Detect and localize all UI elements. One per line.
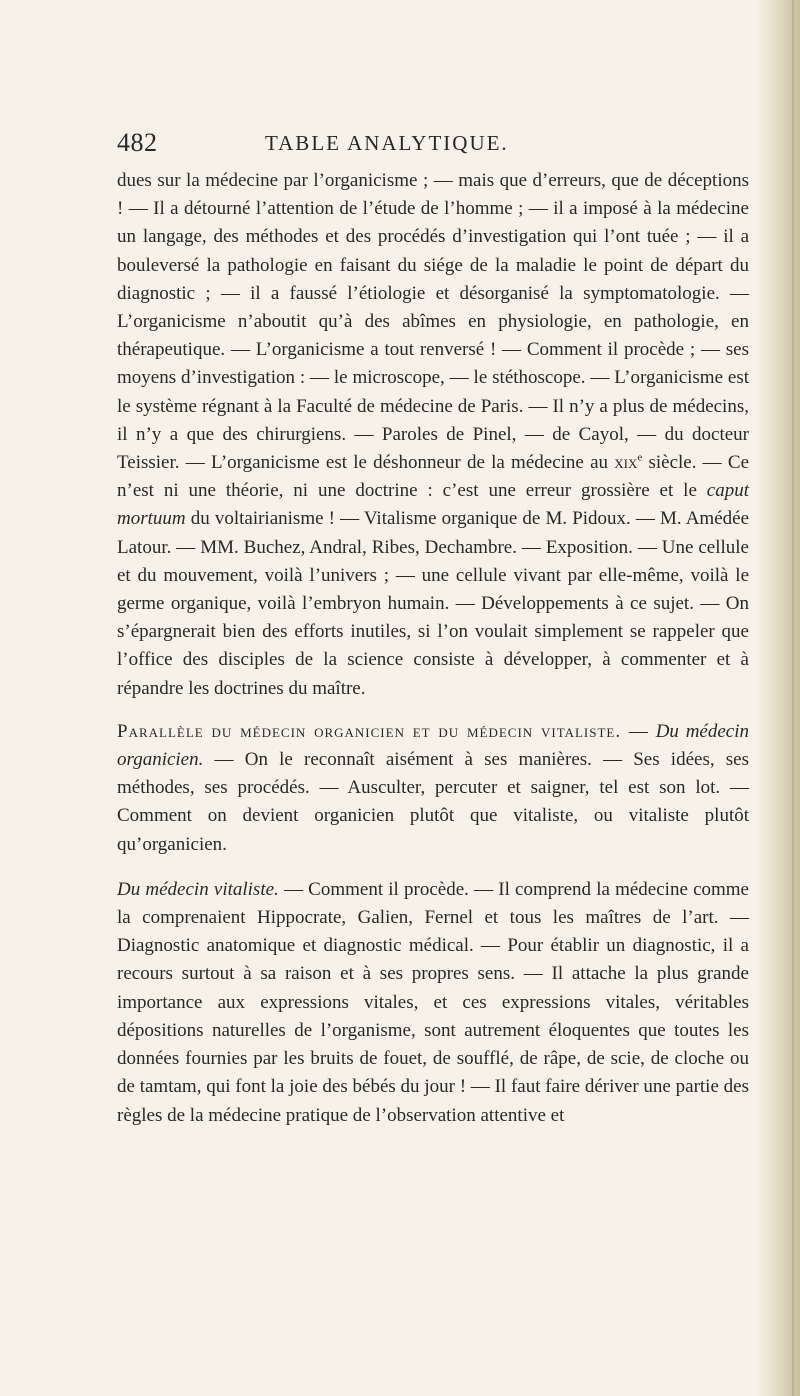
page-header (117, 128, 747, 162)
paragraph-parallele (117, 718, 749, 859)
paragraph-organicisme (117, 167, 749, 703)
paragraph-text: dues sur la médecine par l’organicisme ; — mais que d’erreurs, que de déceptions ! — Il a détourné l’attention de l’étude de l’homme ; — il a imposé à la médecine un langage, des méthodes et des procédés d’investigation qui l’ont tuée ; — il a bouleversé la pathologie en faisant du siége de la maladie le point de départ du diagnostic ; — il a faussé l’étiologie et désorganisé la symptomatologie. — L’organicisme n’aboutit qu’à des abîmes en physiologie, en pathologie, en thérapeutique. — L’organicisme a tout renversé ! — Comment il procède ; — ses moyens d’investigation : — le microscope, — le stéthoscope. — L’organicisme est le système régnant à la Faculté de médecine de Paris. — Il n’y a plus de médecins, il n’y a que des chirurgiens. — Paroles de Pinel, — de Cayol, — du docteur Teissier. — L’organicisme est le déshonneur de la médecine au (117, 170, 749, 474)
century-superscript: e (637, 451, 643, 464)
page-edge-shadow (756, 0, 800, 1396)
section-heading: Parallèle du médecin organicien et du médecin vitaliste. — (117, 720, 649, 742)
latin-phrase: caput mortuum (117, 480, 749, 530)
paragraph-text: — On le reconnaît aisément à ses manières. — Ses idées, ses méthodes, ses procédés. — Ausculter, percuter et saigner, tel est son lot. — Comment on devient organicien plutôt que vitaliste, ou vitaliste plutôt qu’organicien. (117, 749, 749, 855)
section-subheading: Du médecin organicien. (117, 720, 750, 771)
paragraph-vitaliste (117, 876, 749, 1130)
paragraph-text: siècle. — Ce n’est ni une théorie, ni une doctrine : c’est une erreur grossière et le (117, 452, 750, 502)
section-subheading: Du médecin vitaliste. (117, 878, 279, 900)
running-title: TABLE ANALYTIQUE. (265, 131, 509, 155)
paragraph-text: — Comment il procède. — Il comprend la médecine comme la comprenaient Hippocrate, Galien, Fernel et tous les maîtres de l’art. — Diagnostic anatomique et diagnostic médical. — Pour établir un diagnostic, il a recours surtout à sa raison et à ses propres sens. — Il attache la plus grande importance aux expressions vitales, et ces expressions vitales, véritables dépositions naturelles de l’organisme, sont autrement éloquentes que toutes les données fournies par les bruits de fouet, de soufflé, de râpe, de scie, de cloche ou de tamtam, qui font la joie des bébés du jour ! — Il faut faire dériver une partie des règles de la médecine pratique de l’observation attentive et (117, 878, 749, 1126)
century-numeral: xix (614, 452, 638, 474)
paragraph-text: du voltairianisme ! — Vitalisme organique de M. Pidoux. — M. Amédée Latour. — MM. Buchez, Andral, Ribes, Dechambre. — Exposition. — Une cellule et du mouvement, voilà l’univers ; — une cellule vivant par elle-même, voilà le germe organique, voilà l’embryon humain. — Développements à ce sujet. — On s’épargnerait bien des efforts inutiles, si l’on voulait simplement se rappeler que l’office des disciples de la science consiste à développer, à commenter et à répandre les doctrines du maître. (117, 508, 749, 699)
page-number: 482 (117, 128, 158, 157)
body-text (117, 167, 749, 1130)
